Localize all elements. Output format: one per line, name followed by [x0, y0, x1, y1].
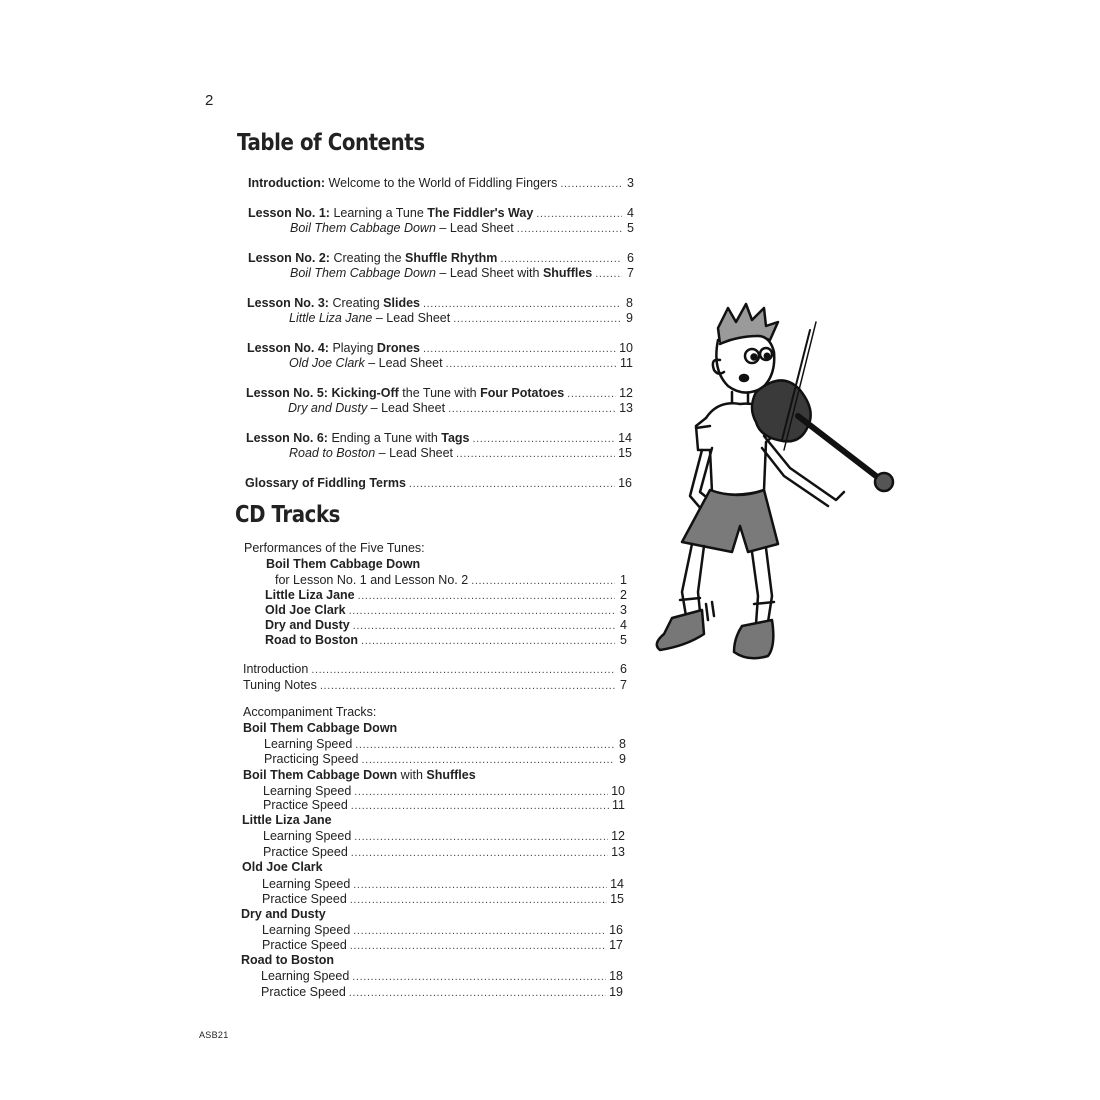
track-number: 18	[609, 969, 623, 983]
track-number: 3	[620, 603, 627, 617]
track-row[interactable]	[262, 922, 623, 938]
toc-entry-lesson-5[interactable]	[246, 385, 633, 401]
toc-entry-label: Lesson No. 6: Ending a Tune with Tags	[246, 431, 470, 445]
track-row[interactable]	[265, 617, 627, 633]
toc-entry-lesson-1[interactable]	[248, 205, 634, 221]
accompaniment-title: Little Liza Jane	[242, 813, 332, 827]
toc-entry-label: Lesson No. 4: Playing Drones	[247, 341, 420, 355]
track-row[interactable]	[263, 797, 625, 813]
track-row[interactable]	[263, 844, 625, 860]
track-number: 12	[611, 829, 625, 843]
toc-page: 5	[627, 221, 634, 235]
fiddler-illustration	[640, 300, 910, 700]
dot-leader	[320, 678, 615, 694]
toc-entry-lead-sheet-2[interactable]	[290, 265, 634, 281]
track-number: 16	[609, 923, 623, 937]
track-label: Introduction	[243, 662, 309, 676]
toc-page: 12	[619, 386, 633, 400]
dot-leader	[361, 633, 615, 649]
track-number: 14	[610, 877, 624, 891]
accompaniment-label: Accompaniment Tracks:	[243, 705, 377, 719]
track-label: Practice Speed	[262, 892, 347, 906]
track-row[interactable]	[264, 751, 626, 767]
toc-entry-label: Glossary of Fiddling Terms	[245, 476, 406, 490]
dot-leader	[595, 266, 622, 282]
dot-leader	[560, 176, 622, 192]
toc-page: 10	[619, 341, 633, 355]
track-number: 13	[611, 845, 625, 859]
dot-leader	[350, 938, 606, 954]
track-label: Practice Speed	[261, 985, 346, 999]
toc-entry-label: Lesson No. 3: Creating Slides	[247, 296, 420, 310]
toc-entry-lesson-4[interactable]	[247, 340, 633, 356]
track-label: Learning Speed	[263, 829, 352, 843]
accompaniment-title: Old Joe Clark	[242, 860, 323, 874]
dot-leader	[517, 221, 622, 237]
track-row[interactable]	[275, 572, 627, 588]
toc-entry-lead-sheet-3[interactable]	[289, 310, 633, 326]
dot-leader	[349, 985, 606, 1001]
toc-entry-lead-sheet-6[interactable]	[289, 445, 632, 461]
toc-page: 3	[627, 176, 634, 190]
toc-entry-label: Boil Them Cabbage Down – Lead Sheet	[290, 221, 514, 235]
dot-leader	[351, 845, 608, 861]
track-number: 9	[619, 752, 626, 766]
track-row[interactable]	[243, 661, 627, 677]
track-row[interactable]	[265, 632, 627, 648]
accompaniment-title: Dry and Dusty	[241, 907, 326, 921]
toc-entry-lesson-2[interactable]	[248, 250, 634, 266]
toc-page: 14	[618, 431, 632, 445]
toc-entry-label: Old Joe Clark – Lead Sheet	[289, 356, 443, 370]
track-label: Tuning Notes	[243, 678, 317, 692]
track-number: 6	[620, 662, 627, 676]
dot-leader	[456, 446, 615, 462]
dot-leader	[352, 969, 606, 985]
toc-page: 16	[618, 476, 632, 490]
track-number: 19	[609, 985, 623, 999]
toc-entry-lead-sheet-5[interactable]	[288, 400, 633, 416]
track-row[interactable]	[262, 891, 624, 907]
track-label: Learning Speed	[262, 923, 351, 937]
track-row[interactable]	[265, 587, 627, 603]
track-number: 8	[619, 737, 626, 751]
track-number: 15	[610, 892, 624, 906]
track-label: Learning Speed	[264, 737, 353, 751]
track-number: 10	[611, 784, 625, 798]
track-number: 5	[620, 633, 627, 647]
dot-leader	[351, 798, 609, 814]
toc-page: 13	[619, 401, 633, 415]
track-number: 17	[609, 938, 623, 952]
track-label: Practice Speed	[262, 938, 347, 952]
accompaniment-title: Road to Boston	[241, 953, 335, 967]
track-row[interactable]	[261, 968, 623, 984]
track-number: 2	[620, 588, 627, 602]
track-label: Old Joe Clark	[265, 603, 346, 617]
toc-page: 4	[627, 206, 634, 220]
toc-entry-label: Little Liza Jane – Lead Sheet	[289, 311, 451, 325]
dot-leader	[453, 311, 621, 327]
track-label: Practice Speed	[263, 845, 348, 859]
toc-heading: Table of Contents	[237, 130, 425, 156]
dot-leader	[409, 476, 615, 492]
track-number: 1	[620, 573, 627, 587]
toc-page: 7	[627, 266, 634, 280]
toc-page: 11	[620, 356, 633, 370]
toc-entry-label: Boil Them Cabbage Down – Lead Sheet with Shuffles	[290, 266, 593, 280]
page-number: 2	[205, 92, 214, 109]
dot-leader	[354, 829, 608, 845]
track-row[interactable]	[243, 677, 627, 693]
dot-leader	[311, 662, 615, 678]
track-label: Practice Speed	[263, 798, 348, 812]
toc-page: 15	[618, 446, 632, 460]
toc-page: 6	[627, 251, 634, 265]
track-label: Dry and Dusty	[265, 618, 350, 632]
toc-entry-label: Lesson No. 1: Learning a Tune The Fiddler's Way	[248, 206, 534, 220]
toc-entry-label: Introduction: Welcome to the World of Fiddling Fingers	[248, 176, 558, 190]
track-row[interactable]	[264, 736, 626, 752]
toc-entry-lesson-6[interactable]	[246, 430, 632, 446]
toc-entry-lead-sheet-1[interactable]	[290, 220, 634, 236]
track-label: for Lesson No. 1 and Lesson No. 2	[275, 573, 469, 587]
track-number: 11	[612, 798, 625, 812]
dot-leader	[350, 892, 607, 908]
track-label: Learning Speed	[261, 969, 350, 983]
dot-leader	[446, 356, 617, 372]
toc-entry-glossary[interactable]	[245, 475, 632, 491]
track-label: Practicing Speed	[264, 752, 359, 766]
footer-code: ASB21	[199, 1030, 229, 1040]
toc-entry-label: Road to Boston – Lead Sheet	[289, 446, 454, 460]
track-label: Learning Speed	[262, 877, 351, 891]
track-row[interactable]	[262, 937, 623, 953]
track-label: Road to Boston	[265, 633, 359, 647]
performance-title-boil: Boil Them Cabbage Down	[266, 557, 421, 571]
toc-entry-lesson-3[interactable]	[247, 295, 633, 311]
accompaniment-title: Boil Them Cabbage Down with Shuffles	[243, 768, 476, 782]
toc-entry-introduction[interactable]	[248, 175, 634, 191]
accompaniment-title: Boil Them Cabbage Down	[243, 721, 398, 735]
track-label: Little Liza Jane	[265, 588, 355, 602]
toc-entry-label: Lesson No. 2: Creating the Shuffle Rhythm	[248, 251, 498, 265]
track-row[interactable]	[262, 876, 624, 892]
track-row[interactable]	[261, 984, 623, 1000]
track-number: 4	[620, 618, 627, 632]
cd-tracks-heading: CD Tracks	[235, 502, 341, 528]
dot-leader	[448, 401, 616, 417]
toc-entry-label: Dry and Dusty – Lead Sheet	[288, 401, 446, 415]
toc-page: 8	[626, 296, 633, 310]
track-row[interactable]	[263, 828, 625, 844]
toc-entry-label: Lesson No. 5: Kicking-Off the Tune with Four Potatoes	[246, 386, 565, 400]
track-number: 7	[620, 678, 627, 692]
performances-label: Performances of the Five Tunes:	[244, 541, 425, 555]
toc-entry-lead-sheet-4[interactable]	[289, 355, 633, 371]
track-label: Learning Speed	[263, 784, 352, 798]
track-row[interactable]	[265, 602, 627, 618]
dot-leader	[362, 752, 614, 768]
toc-page: 9	[626, 311, 633, 325]
